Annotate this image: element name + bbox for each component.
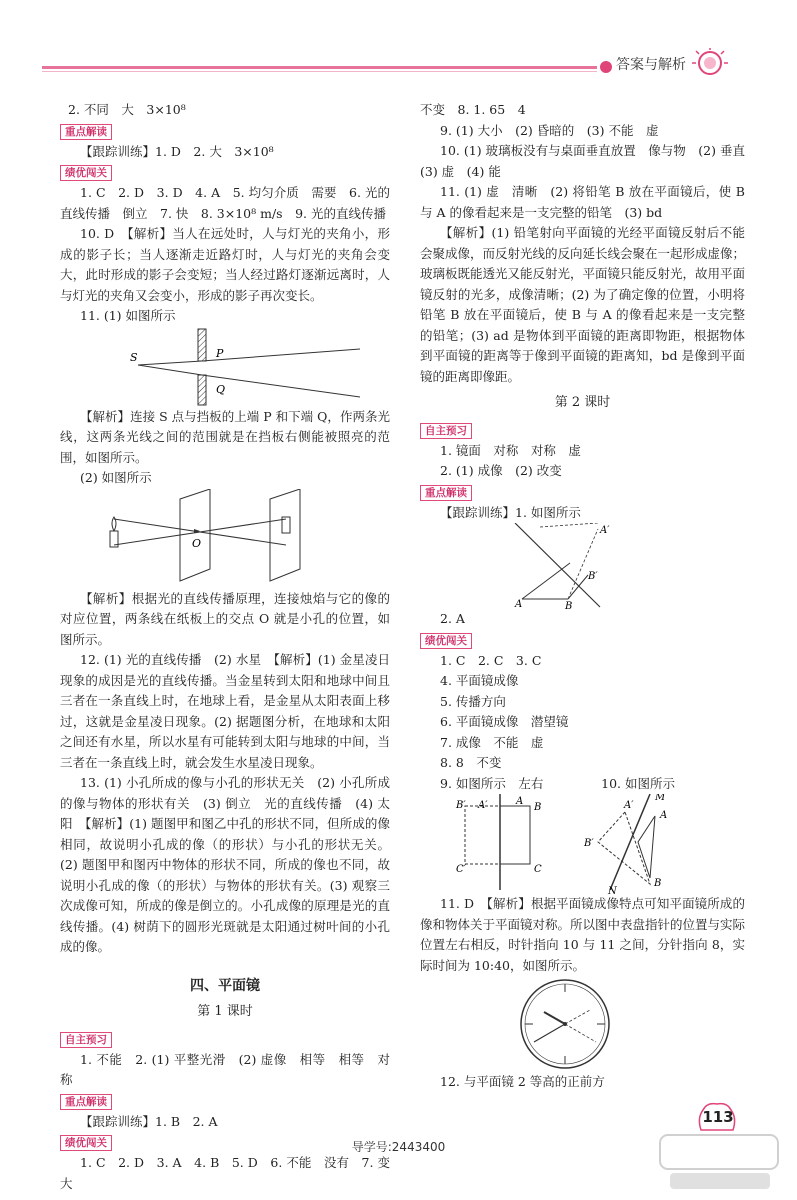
lesson-title: 第 1 课时: [197, 1004, 253, 1019]
label-Q: Q: [216, 382, 226, 396]
globe-logo-icon: [690, 48, 730, 78]
tag-excel: 绩优闯关: [60, 165, 112, 181]
lesson-title: 第 2 课时: [554, 395, 611, 410]
answer-line: 1. C 2. C 3. C: [440, 652, 542, 668]
answer-line: 2. A: [440, 611, 465, 626]
answer-line: 1. 镜面 对称 对称 虚: [440, 442, 581, 458]
answer-line: 12. 与平面镜 2 等高的正前方: [440, 1074, 605, 1089]
header-rule: [42, 66, 597, 69]
tag-excel: 绩优闯关: [420, 633, 472, 649]
answer-line: 9. (1) 大小 (2) 昏暗的 (3) 不能 虚: [440, 122, 659, 138]
label-A-prime: A′: [478, 800, 488, 811]
label-A: A: [660, 810, 668, 821]
label-A: A: [515, 599, 523, 609]
answer-line: 10. (1) 玻璃板没有与桌面垂直放置 像与物 (2) 垂直 (3) 虚 (4) 能: [420, 143, 758, 179]
figure-clock-face: [420, 976, 745, 1072]
label-B: B: [534, 802, 542, 813]
answer-line: 【解析】(1) 铅笔射向平面镜的光经平面镜反射后不能会聚成像，而反射光线的反向延长线会聚在一起形成虚像；玻璃板既能透光又能反射光，平面镜只能反射光，故用平面镜反射的光多，成像清晰；(2) 为了确定像的位置，小明将铅笔 B 放在平面镜后，使 B 与 A 的像看起来是一支完整的铅笔；(3) ad 是物体到平面镜的距离即物距，根据物体到平面镜的距离等于像到平面镜的距离知，bd 是像到平面镜的距离即像距。: [420, 225, 746, 384]
answer-line: 4. 平面镜成像: [440, 673, 519, 688]
answer-line: 9. 如图所示 左右: [440, 775, 544, 791]
answer-line: 8. 8 不变: [440, 755, 502, 770]
tag-preview: 自主预习: [60, 1032, 112, 1048]
answer-line: 5. 传播方向: [440, 693, 506, 709]
answer-line: 【跟踪训练】1. B 2. A: [80, 1113, 218, 1129]
answer-line: 6. 平面镜成像 潜望镜: [440, 714, 569, 729]
header-bullet-icon: [600, 61, 612, 73]
header-title: 答案与解析: [616, 57, 686, 73]
answer-line: 【跟踪训练】1. D 2. 大 3×10⁸: [80, 143, 274, 159]
label-A-prime: A′: [624, 800, 634, 811]
footer-guide-number: 导学号:2443400: [351, 1140, 446, 1154]
label-B: B: [654, 878, 662, 889]
right-column: [420, 100, 758, 1093]
answer-line: 【跟踪训练】1. 如图所示: [440, 504, 581, 520]
answer-line: 1. C 2. D 3. D 4. A 5. 均匀介质 需要 6. 光的直线传播 倒立 7. 快 8. 3×10⁸ m/s 9. 光的直线传播: [60, 185, 390, 221]
page-number: 113: [702, 1108, 734, 1126]
answer-line: 【解析】根据光的直线传播原理，连接烛焰与它的像的对应位置，两条线在纸板上的交点 O 就是小孔的位置，如图所示。: [60, 590, 390, 647]
label-B-prime: B′: [584, 838, 594, 849]
tag-key-reading: 重点解读: [60, 1094, 112, 1110]
section-title: 四、平面镜: [190, 977, 260, 994]
answer-line: 1. 不能 2. (1) 平整光滑 (2) 虚像 相等 相等 对称: [60, 1051, 390, 1087]
tag-preview: 自主预习: [420, 423, 472, 439]
answer-line: 11. (1) 如图所示: [80, 308, 176, 323]
answer-line: 13. (1) 小孔所成的像与小孔的形状无关 (2) 小孔所成的像与物体的形状有关 (3) 倒立 光的直线传播 (4) 太阳 【解析】(1) 题图甲和图乙中孔的形状不同，但所成的像相同，故说明小孔成的像（的形状）与小孔的形状无关。(2) 题图甲和图丙中物体的形状不同，所成的像也不同，故说明小孔成的像（的形状）与物体的形状有关。(3) 观察三次成像可知，所成的像是倒立的。小孔成像的原理是光的直线传播。(4) 树荫下的圆形光斑就是太阳通过树叶间的小孔成的像。: [60, 775, 390, 954]
figure-pinhole-diagram: [60, 489, 390, 589]
header-rule-thin: [42, 71, 597, 72]
label-C-prime: C′: [456, 864, 466, 875]
answer-line: 11. D 【解析】根据平面镜成像特点可知平面镜所成的像和物体关于平面镜对称。所以图中表盘指针的位置与实际位置左右相反，时针指向 10 与 11 之间，分针指向 8，实际时间为 10:40，如图所示。: [420, 896, 746, 973]
label-A-prime: A′: [600, 525, 610, 536]
label-B-prime: B′: [588, 571, 598, 582]
answer-line: 10. 如图所示: [601, 775, 675, 791]
answer-line: 12. (1) 光的直线传播 (2) 水星 【解析】(1) 金星凌日现象的成因是光的直线传播。当金星转到太阳和地球中间且三者在一条直线上时，在地球上看，是金星从太阳表面上移过，这就是金星凌日现象。(2) 据题图分析，在地球和太阳之间还有水星，所以水星有可能转到太阳与地球的中间，当三者在一条直线上时，就会发生水星凌日现象。: [60, 652, 390, 770]
tag-key-reading: 重点解读: [60, 124, 112, 140]
label-N: N: [608, 886, 617, 894]
watermark-logo: [650, 1125, 790, 1195]
label-A: A: [516, 796, 524, 807]
tag-key-reading: 重点解读: [420, 485, 472, 501]
label-P: P: [216, 346, 224, 360]
answer-line: 2. 不同 大 3×10⁸: [68, 102, 186, 117]
label-B: B: [565, 601, 573, 609]
answer-line: 11. (1) 虚 清晰 (2) 将铅笔 B 放在平面镜后，使 B 与 A 的像看起来是一支完整的铅笔 (3) bd: [420, 184, 745, 220]
answer-line: 7. 成像 不能 虚: [440, 734, 544, 750]
answer-line: (2) 如图所示: [80, 470, 152, 485]
label-O: O: [192, 536, 202, 550]
figure-shadow-diagram: [60, 327, 390, 407]
answer-line: 10. D 【解析】当人在远处时，人与灯光的夹角小，形成的影子长；当人逐渐走近路灯时，人与灯光的夹角会变大，此时形成的影子会变短；当人经过路灯逐渐远离时，人与灯光的夹角又会变小，形成的影子再次变长。: [60, 226, 390, 303]
figure-mirror-light-path: [420, 523, 745, 609]
left-column: [60, 100, 390, 1194]
answer-line: 【解析】连接 S 点与挡板的上端 P 和下端 Q，作两条光线，这两条光线之间的范围就是在挡板右侧能被照亮的范围，如图所示。: [60, 408, 390, 465]
label-M: M: [655, 794, 666, 803]
label-B-prime: B′: [456, 800, 466, 811]
figure-mirror-images: [420, 794, 745, 894]
label-C: C: [534, 864, 542, 875]
tag-excel: 绩优闯关: [60, 1135, 112, 1151]
answer-line: 1. C 2. D 3. A 4. B 5. D 6. 不能 没有 7. 变大: [60, 1155, 390, 1191]
label-S: S: [130, 350, 138, 364]
answer-line: 不变 8. 1. 65 4: [420, 102, 526, 117]
answer-line: 2. (1) 成像 (2) 改变: [440, 463, 562, 478]
